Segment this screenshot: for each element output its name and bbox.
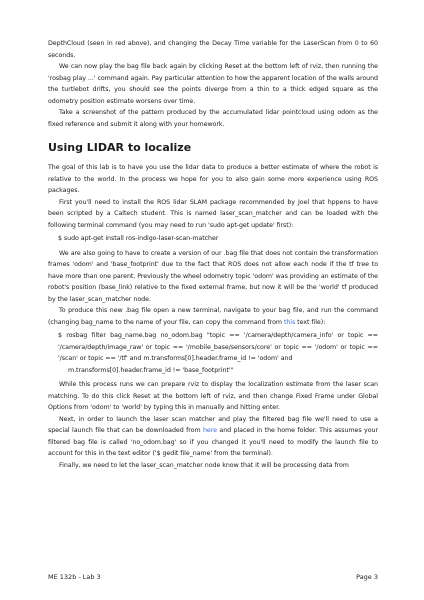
paragraph-4-text-b: text file): <box>295 318 326 326</box>
filter-command-line-2: m.transforms[0].header.frame_id != 'base_footprint'" <box>68 366 234 374</box>
section-paragraph-5: While this process runs we can prepare rviz to display the localization estimate from the laser scan matching. To do this click Reset at the bottom left of rviz, and then change Fixed Frame under Global Options from 'odom' to 'world' by typing this in manually and hitting enter. <box>48 381 378 411</box>
section-paragraph-3: We are also going to have to create a version of our .bag file that does not contain the transformation frames 'odom' and 'base_footprint' due to the fact that ROS does not allow each node if the tf tree to have more than one parent. Previously the wheel odometry topic 'odom' was providing an estimate of the robot's position (base_link) relative to the fixed external frame, but now it will be the 'world' tf produced by the laser_scan_matcher node. <box>48 249 378 303</box>
filter-command-line-1: $ rosbag filter bag_name.bag no_odom.bag "topic == '/camera/depth/camera_info' or topic == '/camera/depth/image_raw' or topic == '/mobile_base/sensors/core' or topic == '/odom' or topic == '/scan' or topic == '/tf' and m.transforms[0].header.frame_id != 'odom' and <box>58 332 378 362</box>
paragraph-4-text-a: To produce this new .bag file open a new terminal, navigate to your bag file, and run the command (changing bag_name to the name of your file, can copy the command from <box>48 307 378 326</box>
footer-page-number: Page 3 <box>356 573 378 581</box>
here-link[interactable]: here <box>202 427 217 434</box>
intro-paragraph-3: Take a screenshot of the pattern produced by the accumulated lidar pointcloud using odom as the fixed reference and submit it along with your homework. <box>48 109 378 128</box>
section-paragraph-7: Finally, we need to let the laser_scan_matcher node know that it will be processing data from <box>59 461 349 469</box>
this-link[interactable]: this <box>283 318 296 326</box>
page-footer <box>48 573 378 581</box>
paragraph-6-text-a: Next, in order to launch the laser scan matcher and play the filtered bag file we'll need to use a special launch file that can be downloaded from <box>48 415 378 434</box>
footer-course-label: ME 132b - Lab 3 <box>48 573 101 581</box>
intro-paragraph-1: DepthCloud (seen in red above), and changing the Decay Time variable for the LaserScan from 0 to 60 seconds. <box>48 40 378 59</box>
intro-paragraph-2: We can now play the bag file back again by clicking Reset at the bottom left of rviz, then running the 'rosbag play ...' command again. Pay particular attention to how the apparent location of the walls around the turtlebot drifts, you should see the points diverge from a thin to a thick edged square as the odometry position estimate worsens over time. <box>48 63 378 105</box>
section-paragraph-1: The goal of this lab is to have you use the lidar data to produce a better estimate of where the robot is relative to the world. In the process we hope for you to also gain some more experience using ROS packages. <box>48 164 378 194</box>
page-body <box>48 38 378 471</box>
paragraph-6-text-b: and placed in the home folder. This assumes your filtered bag file is called 'no_odom.bag' so if you changed it you'll need to modify the launch file to account for this in the text editor ('$ gedit file_name' from the terminal). <box>48 427 378 457</box>
section-paragraph-4 <box>48 305 378 328</box>
section-paragraph-6 <box>48 414 378 460</box>
section-title: Using LIDAR to localize <box>48 141 192 154</box>
install-command: $ sudo apt-get install ros-indigo-laser-scan-matcher <box>58 235 219 242</box>
section-paragraph-2: First you'll need to install the ROS lidar SLAM package recommended by Joel that hppens to have been scripted by a Caltech student. This is named laser_scan_matcher and can be loaded with the following terminal command (you may need to run 'sudo apt-get update' first): <box>48 198 378 229</box>
filter-command <box>58 330 378 376</box>
